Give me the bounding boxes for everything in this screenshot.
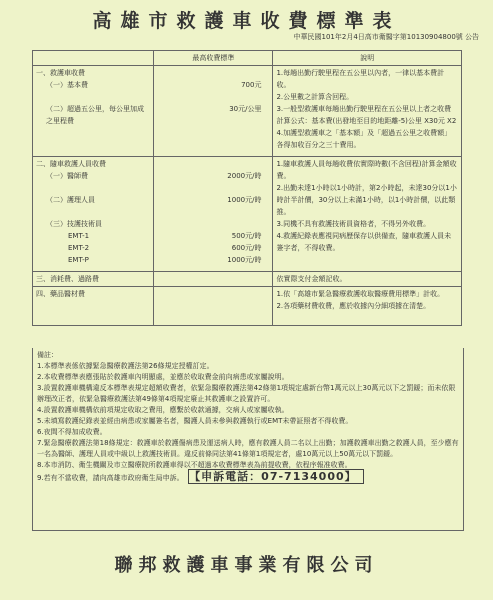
item-emt2: EMT-2: [68, 244, 90, 252]
header-max-fee: 最高收費標準: [154, 51, 273, 66]
note: 2.出勤未達1小時以1小時計，第2小時起，未達30分以1小時計半計價，30分以上未滿1小時，以1小時計價，以此類推。: [276, 184, 457, 216]
section-consumables-fee: [33, 272, 462, 287]
note: 1.隨車救護人員每趟收費依實際時數(不含回程)計算金額收費。: [276, 160, 457, 180]
note: 4.救護紀錄表應視同病歷保存以供備查，隨車救護人員未簽字者，不得收費。: [276, 232, 452, 252]
remarks-heading: 備註：: [37, 351, 58, 359]
item-base-fee: （一）基本費: [46, 81, 88, 89]
section-label: 四、藥品醫材費: [36, 290, 85, 298]
remark-item: 6.夜間不得加成收費。: [37, 428, 107, 436]
section-label: 一、救護車收費: [36, 69, 85, 77]
remark-item: 1.本標準表係依據緊急醫療救護法第26條規定授權訂定。: [37, 362, 214, 370]
remark-item: 7.緊急醫療救護法第18條規定：救護車於救護傷病患及運送病人時，應有救護人員二名以上出勤；加護救護車出勤之救護人員，至少應有一名為醫師、護理人員或中級以上救護技術員。違反前條同法第41條第1項規定者，處10萬元以上50萬元以下罰鍰。: [37, 439, 459, 458]
item-mileage-fee: （二）超過五公里，每公里加成之里程費: [46, 105, 144, 125]
item-emtp: EMT-P: [68, 256, 89, 264]
header-empty: [33, 51, 154, 66]
note: 3.同機不具有救護技術員資格者，不得另外收費。: [276, 220, 431, 228]
remark-item: 9.若有不當收費，請向高雄市政府衛生局申訴。: [37, 474, 184, 482]
remark-item: 5.未填寫救護紀錄表並經由病患或家屬簽名者，醫護人員未參與救護執行或EMT未帶証照者不得收費。: [37, 417, 353, 425]
section-medicine-fee: [33, 287, 462, 326]
note: 1.每趟出勤行駛里程在五公里以內者，一律以基本費計收。: [276, 69, 445, 89]
header-description: 說明: [273, 51, 462, 66]
item-doctor-fee: （一）醫師費: [46, 172, 88, 180]
announcement-notice: 中華民國101年2月4日高市衛醫字第10130904800號 公告: [293, 33, 479, 41]
section-ambulance-fee: [33, 66, 462, 157]
page-title: 高雄市救護車收費標準表: [92, 10, 401, 32]
note: 2.公里數之計算含回程。: [276, 93, 354, 101]
section-label: 三、消耗費、過路費: [36, 275, 99, 283]
item-nurse-fee: （二）護理人員: [46, 196, 95, 204]
price-nurse-fee: 1000元/時: [227, 196, 262, 204]
remark-item: 2.本收費標準表應張貼於救護車內明顯處，並應於收取費金前向病患或家屬說明。: [37, 373, 289, 381]
price-emt2: 600元/時: [231, 244, 262, 252]
company-name: 聯邦救護車事業有限公司: [114, 555, 379, 576]
note: 3.一般型救護車每趟出勤行駛里程在五公里以上者之收費計算公式：基本費(出發地至目的地距離-5)公里 X30元 X2: [276, 105, 457, 125]
section-staff-fee: [33, 157, 462, 272]
remark-item: 8.本市消防、衛生機關及市立醫療院所救護車得以不超過本收費標準表為前提收費，依程序報准收費。: [37, 461, 352, 469]
note: 4.加護型救護車之「基本額」及「超過五公里之收費額」各得加收百分之三十費用。: [276, 129, 452, 149]
remark-item: 3.設置救護車機構違反本標準表規定超額收費者，依緊急醫療救護法第42條第1項規定處新台幣1萬元以上30萬元以下之罰鍰；而未依限辦理改正者，依緊急醫療救護法第49條第4項規定廢止其救護車之設置許可。: [37, 384, 456, 403]
section-label: 二、隨車救護人員收費: [36, 160, 106, 168]
price-mileage-fee: 30元/公里: [229, 105, 262, 113]
note: 1.依「高雄市緊急醫療救護收取醫療費用標準」計收。: [276, 290, 445, 298]
remark-item: 4.設置救護車機構依前項規定收取之費用，應繫於收款通據，交病人或家屬收執。: [37, 406, 289, 414]
item-emt-fee: （三）技護技術員: [46, 220, 102, 228]
price-doctor-fee: 2000元/時: [227, 172, 262, 180]
note: 依實際支付金額記收。: [276, 275, 347, 283]
price-base-fee: 700元: [241, 81, 262, 89]
remarks-box: [32, 348, 464, 531]
price-emt1: 500元/時: [231, 232, 262, 240]
item-emt1: EMT-1: [68, 232, 90, 240]
fee-table: [32, 50, 462, 326]
note: 2.各項藥材費收費，應於收據內分細項據在清楚。: [276, 302, 431, 310]
complaint-phone: 【申訴電話：07-7134000】: [188, 469, 364, 484]
price-emtp: 1000元/時: [227, 256, 262, 264]
